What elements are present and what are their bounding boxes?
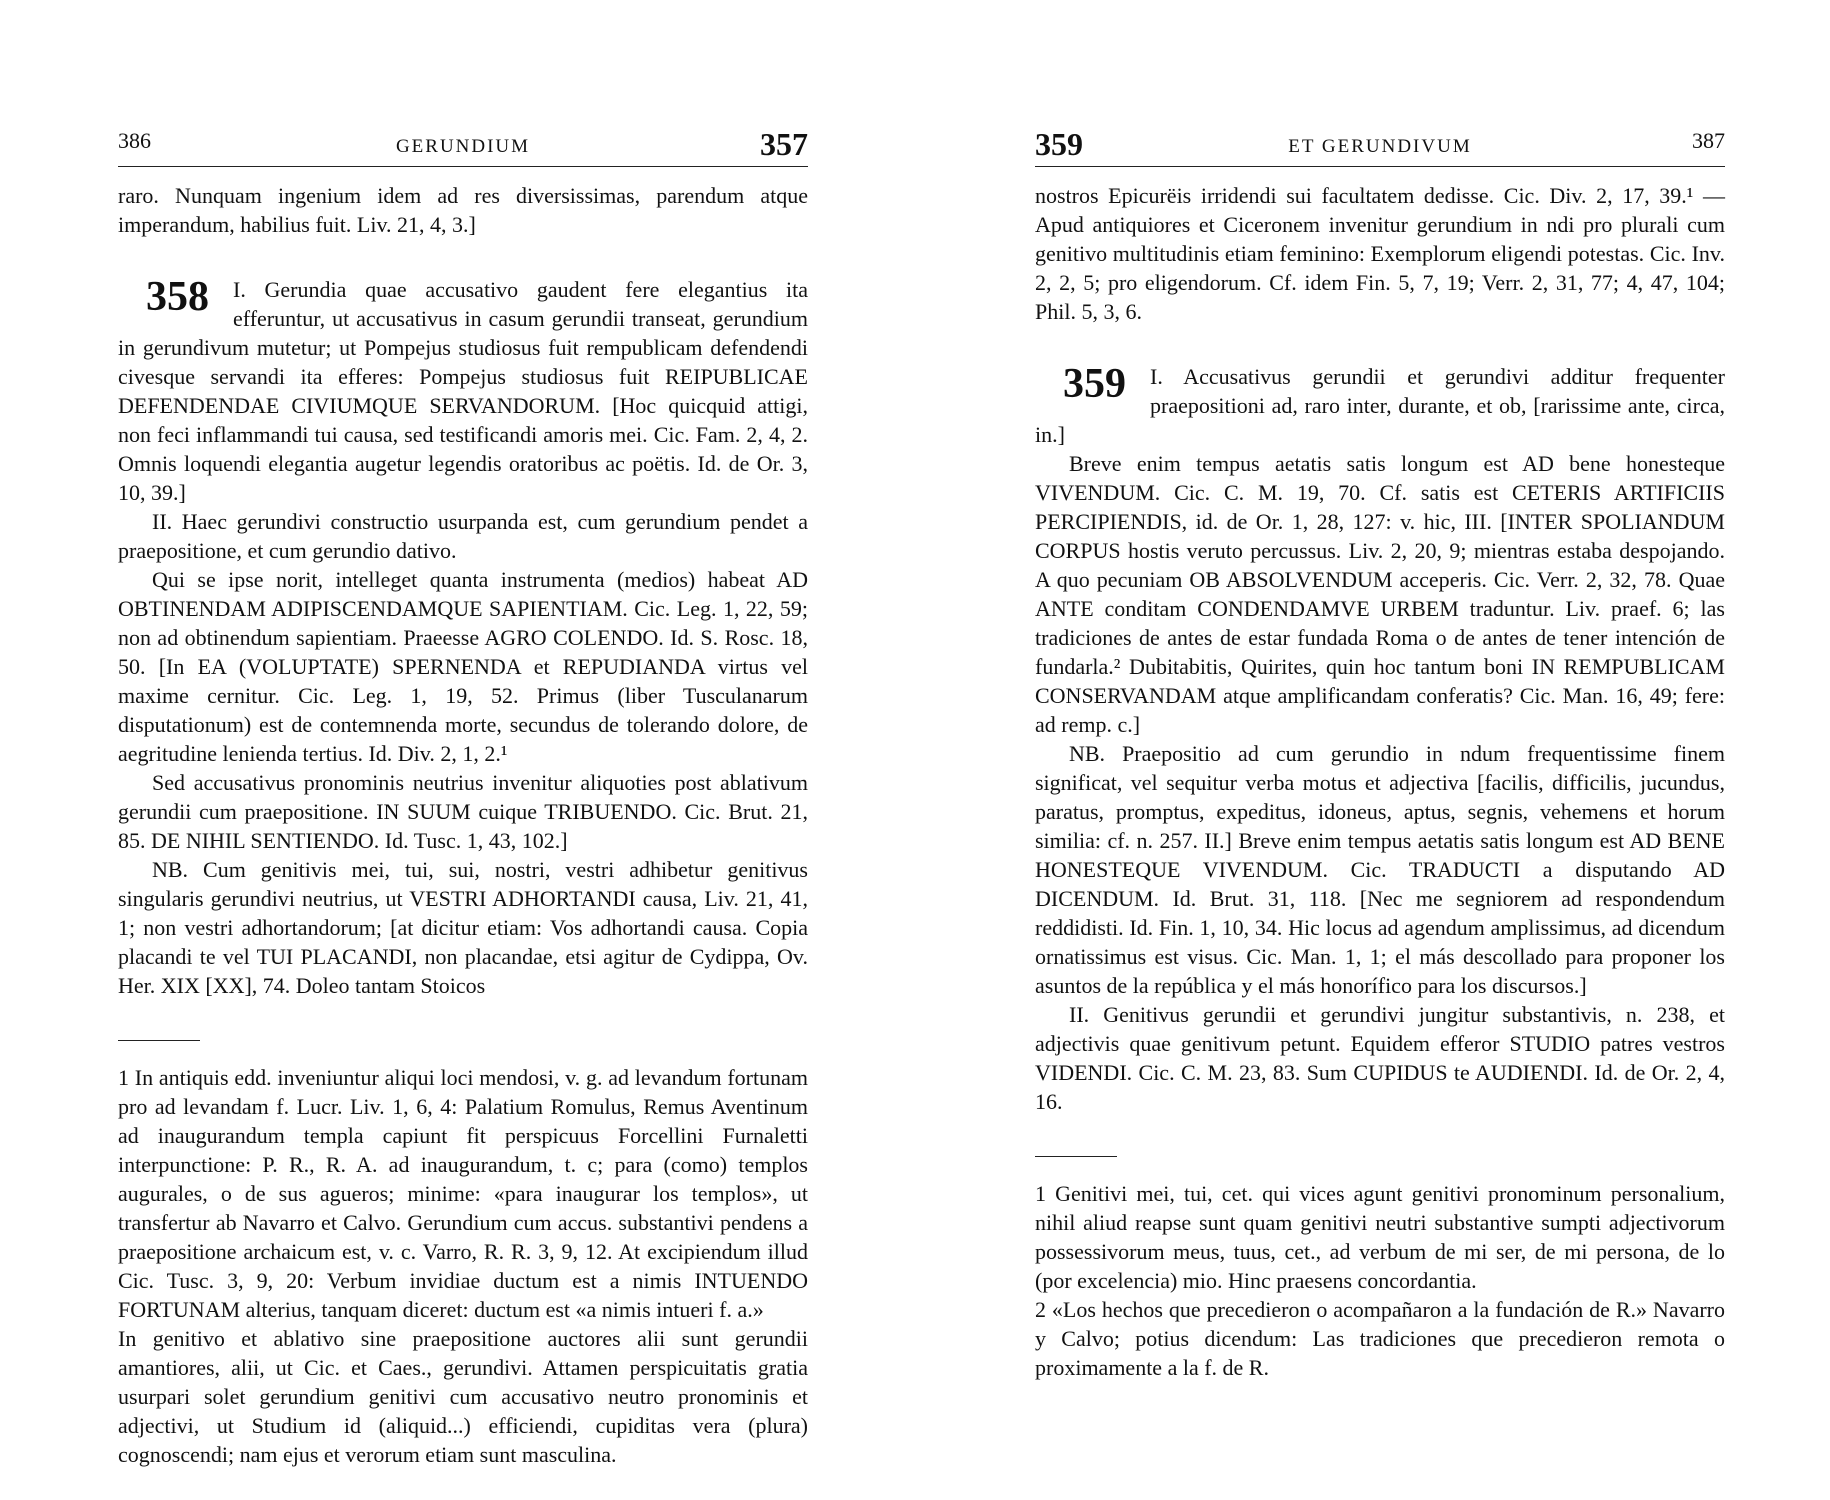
running-head: GERUNDIUM xyxy=(395,136,531,157)
footnote-rule xyxy=(1035,1156,1117,1157)
paragraph: NB. Praepositio ad cum gerundio in ndum frequentissime finem significat, vel sequitur verba motus et adjectiva [facilis, difficilis, jucundus, paratus, promptus, expeditus, idoneus, aptus, segnis, vehemens et horum similia: cf. n. 257. II.] Breve enim tempus aetatis satis longum est AD BENE HONESTEQUE VIVENDUM. Cic. TRADUCTI a disputando AD DICENDUM. Id. Brut. 31, 118. [Nec me segniorem ad respondendum reddidisti. Id. Fin. 1, 10, 34. Hic locus ad agendum amplissimus, ad dicendum ornatissimus est visus. Cic. Man. 1, 1; el más descollado para proponer los asuntos de la república y el más honorífico para los discursos.] xyxy=(1035,741,1725,998)
paragraph: I. Accusativus gerundii et gerundivi additur frequenter praepositioni ad, raro inter, durante, et ob, [rarissime ante, circa, in.] xyxy=(1035,364,1725,447)
footnote-rule xyxy=(118,1040,200,1041)
section-358 xyxy=(118,275,808,507)
page-number: 387 xyxy=(1692,128,1725,153)
paragraph: Sed accusativus pronominis neutrius invenitur aliquoties post ablativum gerundii cum praepositione. IN SUUM cuique TRIBUENDO. Cic. Brut. 21, 85. DE NIHIL SENTIENDO. Id. Tusc. 1, 43, 102.] xyxy=(118,770,808,853)
paragraph: II. Genitivus gerundii et gerundivi jungitur substantivis, n. 238, et adjectivis quae genitivum petunt. Equidem efferor STUDIO patres vestros VIDENDI. Cic. C. M. 23, 83. Sum CUPIDUS te AUDIENDI. Id. de Or. 2, 4, 16. xyxy=(1035,1002,1725,1114)
paragraph: Qui se ipse norit, intelleget quanta instrumenta (medios) habeat AD OBTINENDAM ADIPISCENDAMQUE SAPIENTIAM. Cic. Leg. 1, 22, 59; non ad obtinendum sapientiam. Praeesse AGRO COLENDO. Id. S. Rosc. 18, 50. [In EA (VOLUPTATE) SPERNENDA et REPUDIANDA virtus vel maxime cernitur. Cic. Leg. 1, 19, 52. Primus (liber Tusculanarum disputationum) est de contemnenda morte, secundus de tolerando dolore, de aegritudine lenienda tertius. Id. Div. 2, 1, 2.¹ xyxy=(118,567,808,766)
section-number: 357 xyxy=(760,126,808,162)
section-number-large: 358 xyxy=(146,275,209,320)
page-header xyxy=(1035,120,1725,167)
section-359 xyxy=(1035,362,1725,449)
section-number: 359 xyxy=(1035,126,1083,162)
continuation-text: nostros Epicurëis irridendi sui facultatem dedisse. Cic. Div. 2, 17, 39.¹ — Apud antiquiores et Ciceronem invenitur gerundium in ndi pro plurali cum genitivo multitudinis etiam feminino: Exemplorum eligendi potestas. Cic. Inv. 2, 2, 5; pro eligendorum. Cf. idem Fin. 5, 7, 19; Verr. 2, 31, 77; 4, 47, 104; Phil. 5, 3, 6. xyxy=(1035,183,1725,324)
page-body xyxy=(1035,181,1725,1382)
footnote: In genitivo et ablativo sine praepositione auctores alii sunt gerundii amantiores, alii, ut Cic. et Caes., gerundivi. Attamen perspicuitatis gratia usurpari solet gerundium genitivi cum accusativo neutro pronominis et adjectivi, ut Studium id (aliquid...) efficiendi, cupiditas vera (plura) cognoscendi; nam ejus et verorum etiam sunt masculina. xyxy=(118,1326,808,1467)
paragraph: NB. Cum genitivis mei, tui, sui, nostri, vestri adhibetur genitivus singularis gerundivi neutrius, ut VESTRI ADHORTANDI causa, Liv. 21, 41, 1; non vestri adhortandorum; [at dicitur etiam: Vos adhortandi causa. Copia placandi te vel TUI PLACANDI, non placandae, etsi agitur de Cydippa, Ov. Her. XIX [XX], 74. Doleo tantam Stoicos xyxy=(118,857,808,998)
right-page xyxy=(1035,120,1725,1382)
paragraph: Breve enim tempus aetatis satis longum est AD bene honesteque VIVENDUM. Cic. C. M. 19, 70. Cf. satis est CETERIS ARTIFICIIS PERCIPIENDIS, id. de Or. 1, 28, 127: v. hic, III. [INTER SPOLIANDUM CORPUS hostis veruto percussus. Liv. 2, 20, 9; mientras estaba despojando. A quo pecuniam OB ABSOLVENDUM acceperis. Cic. Verr. 2, 32, 78. Quae ANTE conditam CONDENDAMVE URBEM traduntur. Liv. praef. 6; las tradiciones de antes de estar fundada Roma o de antes de tener intención de fundarla.² Dubitabitis, Quirites, quin hoc tantum boni IN REMPUBLICAM CONSERVANDAM atque amplificandam conferatis? Cic. Man. 16, 49; fere: ad remp. c.] xyxy=(1035,451,1725,737)
paragraph: I. Gerundia quae accusativo gaudent fere elegantius ita efferuntur, ut accusativus in casum gerundii transeat, gerundium in gerundivum mutetur; ut Pompejus studiosus fuit rempublicam defendendi civesque servandi ita efferes: Pompejus studiosus fuit REIPUBLICAE DEFENDENDAE CIVIUMQUE SERVANDORUM. [Hoc quicquid attigi, non feci inflammandi tui causa, sed testificandi amoris mei. Cic. Fam. 2, 4, 2. Omnis loquendi elegantia augetur legendis oratoribus ac poëtis. Id. de Or. 3, 10, 39.] xyxy=(118,277,808,505)
continuation-text: raro. Nunquam ingenium idem ad res diversissimas, parendum atque imperandum, habilius fuit. Liv. 21, 4, 3.] xyxy=(118,183,808,237)
left-page xyxy=(118,120,808,1469)
section-number-large: 359 xyxy=(1063,362,1126,407)
page-body xyxy=(118,181,808,1469)
footnote: 1 In antiquis edd. inveniuntur aliqui loci mendosi, v. g. ad levandum fortunam pro ad levandam f. Lucr. Liv. 1, 6, 4: Palatium Romulus, Remus Aventinum ad inaugurandum templa capiunt fit perspicuus Forcellini Furnaletti interpunctione: P. R., R. A. ad inaugurandum, t. c; para (como) templos augurales, o de sus agueros; minime: «para inaugurar los templos», ut transfertur ab Navarro et Calvo. Gerundium cum accus. substantivi pendens a praepositione archaicum est, v. c. Varro, R. R. 3, 9, 12. At excipiendum illud Cic. Tusc. 3, 9, 20: Verbum invidiae ductum est a nimis INTUENDO FORTUNAM alterius, tanquam diceret: ductum est «a nimis intueri f. a.» xyxy=(118,1065,808,1322)
page-header xyxy=(118,120,808,167)
paragraph: II. Haec gerundivi constructio usurpanda est, cum gerundium pendet a praepositione, et cum gerundio dativo. xyxy=(118,509,808,563)
page-number: 386 xyxy=(118,128,151,153)
footnote: 2 «Los hechos que precedieron o acompañaron a la fundación de R.» Navarro y Calvo; potius dicendum: Las tradiciones que precedieron remota o proximamente a la f. de R. xyxy=(1035,1297,1725,1380)
running-head: ET GERUNDIVUM xyxy=(1288,136,1472,157)
footnote: 1 Genitivi mei, tui, cet. qui vices agunt genitivi pronominum personalium, nihil aliud reapse sunt quam genitivi neutri substantive sumpti adjectivorum possessivorum meus, tuus, cet., ad verbum de mi ser, de mi persona, de lo (por excelencia) mio. Hinc praesens concordantia. xyxy=(1035,1181,1725,1293)
